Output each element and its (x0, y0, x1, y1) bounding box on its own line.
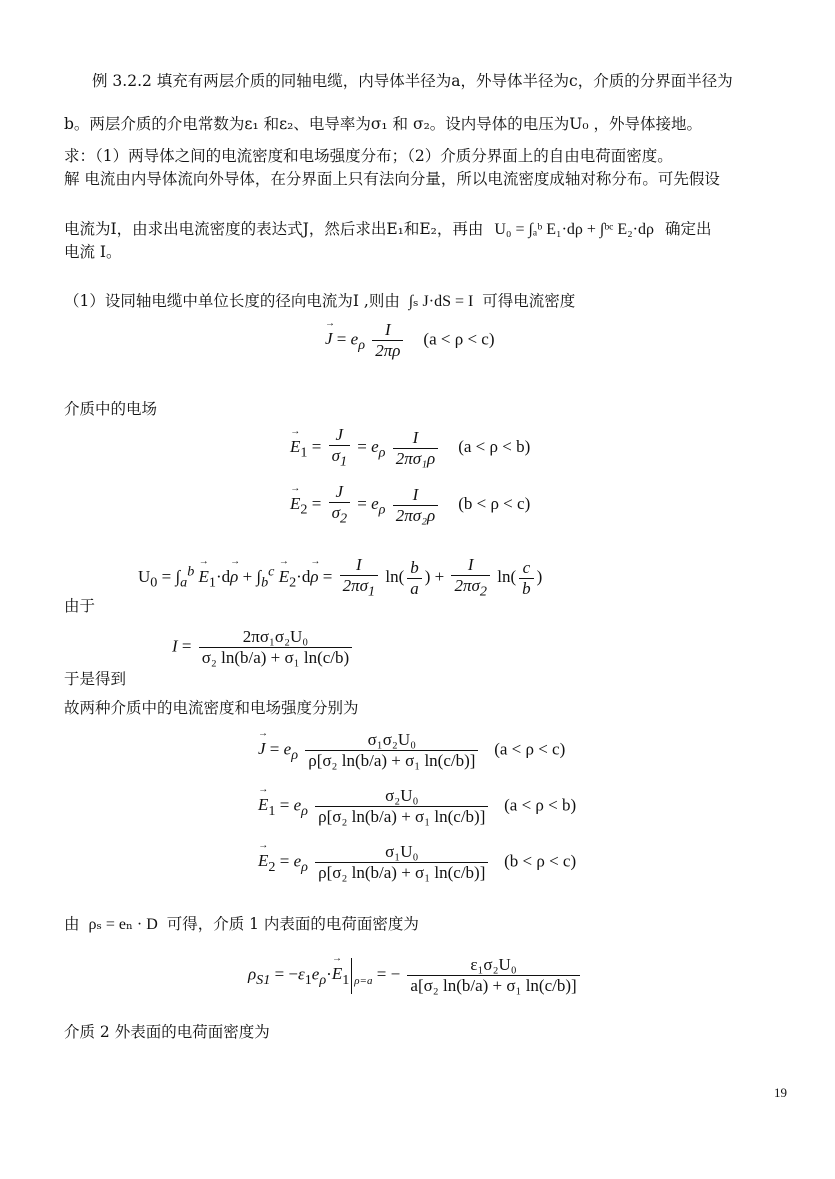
solution-text: 电流为I，由求出电流密度的表达式J，然后求出E₁和E₂，再由 (64, 220, 484, 238)
paragraph-question: 求：（1）两导体之间的电流密度和电场强度分布；（2）介质分界面上的自由电荷面密度。 (64, 147, 673, 165)
equation-e2-final: → $E_2 = e_\rho$ $\frac{\text{σ₁U₀}}{\text{ρ[σ₂ ln(b/a) + σ₁ ln(c/b)]}}$ (b < ρ < c) (258, 842, 576, 883)
paragraph-results-intro: 故两种介质中的电流密度和电场强度分别为 (64, 699, 359, 717)
step1-text: （1）设同轴电缆中单位长度的径向电流为I ,则由 (64, 292, 400, 310)
condition-a-c: (a < ρ < c) (423, 329, 495, 349)
surface-charge-def: ρₛ = eₙ · D (88, 916, 158, 933)
paragraph-solution-line3: 电流 I。 (64, 243, 122, 261)
paragraph-problem-line2: b。两层介质的介电常数为ε₁ 和ε₂、电导率为σ₁ 和 σ₂。设内导体的电压为U₀ ，外导体接地。 (64, 115, 702, 133)
condition-b-c: (b < ρ < c) (458, 494, 531, 514)
paragraph-solution-intro: 解 电流由内导体流向外导体，在分界面上只有法向分量，所以电流密度成轴对称分布。可先假设 (64, 170, 720, 188)
equation-e1-final: → $E_1 = e_\rho$ $\frac{\text{σ₂U₀}}{\text{ρ[σ₂ ln(b/a) + σ₁ ln(c/b)]}}$ (a < ρ < b) (258, 786, 576, 827)
paragraph-medium2: 介质 2 外表面的电荷面密度为 (64, 1023, 270, 1041)
label-because: 由于 (64, 597, 96, 615)
paragraph-charge-density: 由 ρₛ = eₙ · D 可得，介质 1 内表面的电荷面密度为 (64, 915, 419, 933)
page-number: 19 (774, 1085, 787, 1100)
paragraph-field-in-media: 介质中的电场 (64, 400, 158, 418)
label-thus: 于是得到 (64, 670, 127, 688)
equation-j-final: → $J = e_\rho$ $\frac{\text{σ₁σ₂U₀}}{\text{ρ[σ₂ ln(b/a) + σ₁ ln(c/b)]}}$ (a < ρ < c) (258, 730, 565, 771)
paragraph-problem-line1: 例 3.2.2 填充有两层介质的同轴电缆，内导体半径为a，外导体半径为c，介质的分界面半径为 (92, 72, 733, 90)
paragraph-solution-line2 (64, 218, 794, 241)
flux-integral-inline: ∫ₛ J·dS = I (408, 293, 474, 310)
equation-e2: → $E_2$ = $\frac{J}{\sigma_2}$ = $e_\rho$ $\frac{I}{\text{2πσ₂ρ}}$ (b < ρ < c) (290, 482, 530, 528)
u0-integral-inline: U₀ = ∫ₐᵇ E₁·dρ + ∫ᵇᶜ E₂·dρ (494, 221, 654, 238)
step1-text-end: 可得电流密度 (482, 292, 576, 310)
equation-current-density: → $J = e_\rho$ $\frac{I}{2\pi\rho}$ (a < ρ < c) (325, 320, 495, 361)
condition-a-b: (a < ρ < b) (458, 437, 531, 457)
solution-text-end: 确定出 (664, 220, 712, 238)
equation-e1: → $E_1$ = $\frac{J}{\sigma_1}$ = $e_\rho$ $\frac{I}{\text{2πσ₁ρ}}$ (a < ρ < b) (290, 425, 530, 471)
equation-u0-expanded: $U_0 = \int_a^b \to E_1\cdot d\to \rho + \int_b^c \to E_2\cdot d\to \rho$ = $\frac{I}{2\pi\sigma_1}$ ln( $\frac{b}{a}$ ) + $\frac{I}{2\pi\sigma_2}$ ln( $\frac{c}{b}$ ) (138, 555, 542, 601)
equation-current-I: I = $\frac{\text{2πσ₁σ₂U₀}}{\text{σ₂ ln(b/a) + σ₁ ln(c/b)}}$ (172, 627, 355, 668)
fraction-I-over-2pirho: $\frac{I}{2\pi\rho}$ (372, 320, 403, 361)
equation-rho-s1: $\rho_{S1} = -\varepsilon_1e_\rho\cdot\to E_1$ $_{\rho=a}$ = − $\frac{\text{ε₁σ₂U₀}}{\text{a[σ₂ ln(b/a) + σ₁ ln(c/b)]}}$ (248, 955, 583, 996)
paragraph-step1 (64, 290, 794, 313)
